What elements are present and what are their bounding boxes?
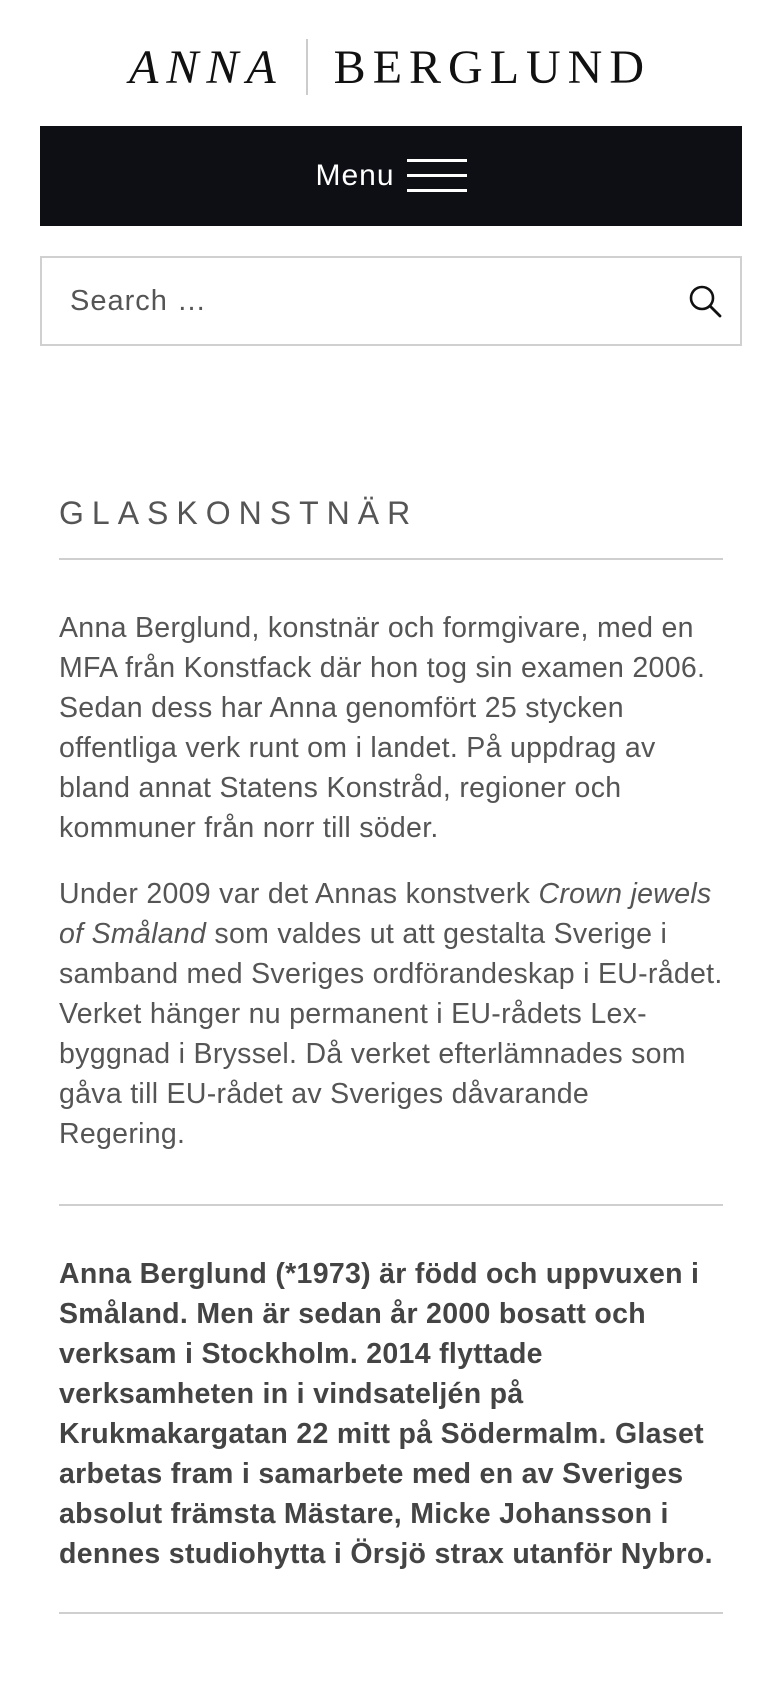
logo-last-name: BERGLUND <box>333 40 651 94</box>
site-logo[interactable] <box>129 39 651 95</box>
search-icon <box>687 283 723 319</box>
bio-paragraph: Anna Berglund (*1973) är född och uppvuxen i Småland. Men är sedan år 2000 bosatt och verksam i Stockholm. 2014 flyttade verksamheten in i vindsateljén på Krukmakargatan 22 mitt på Södermalm. Glaset arbetas fram i samarbete med en av Sveriges absolut främsta Mästare, Micke Johansson i dennes studiohytta i Örsjö strax utanför Nybro. <box>59 1258 713 1570</box>
search-form <box>40 256 742 346</box>
site-header <box>0 38 780 96</box>
logo-divider <box>306 39 308 95</box>
artwork-title: Crown jewels of Småland <box>59 878 712 950</box>
search-input[interactable] <box>42 258 670 344</box>
eu-paragraph-start: Under 2009 var det Annas konstverk <box>59 878 539 910</box>
page-title: GLASKONSTNÄR <box>59 495 419 531</box>
eu-paragraph-end: som valdes ut att gestalta Sverige i samband med Sveriges ordförandeskap i EU-rådet. Verket hänger nu permanent i EU-rådets Lex-byggnad i Bryssel. Då verket efterlämnades som gåva till EU-rådet av Sveriges dåvarande Regering. <box>59 918 723 1150</box>
intro-paragraph: Anna Berglund, konstnär och formgivare, med en MFA från Konstfack där hon tog sin examen 2006. Sedan dess har Anna genomfört 25 stycken offentliga verk runt om i landet. På uppdrag av bland annat Statens Konstråd, regioner och kommuner från norr till söder. <box>59 612 706 844</box>
divider <box>59 558 723 560</box>
eu-paragraph <box>59 874 723 1154</box>
main-content <box>59 488 723 1614</box>
menu-toggle-button[interactable] <box>40 126 742 226</box>
menu-label: Menu <box>315 159 395 192</box>
divider <box>59 1612 723 1614</box>
divider <box>59 1204 723 1206</box>
hamburger-icon <box>407 156 467 196</box>
search-button[interactable] <box>670 258 740 344</box>
logo-first-name: ANNA <box>129 40 284 94</box>
